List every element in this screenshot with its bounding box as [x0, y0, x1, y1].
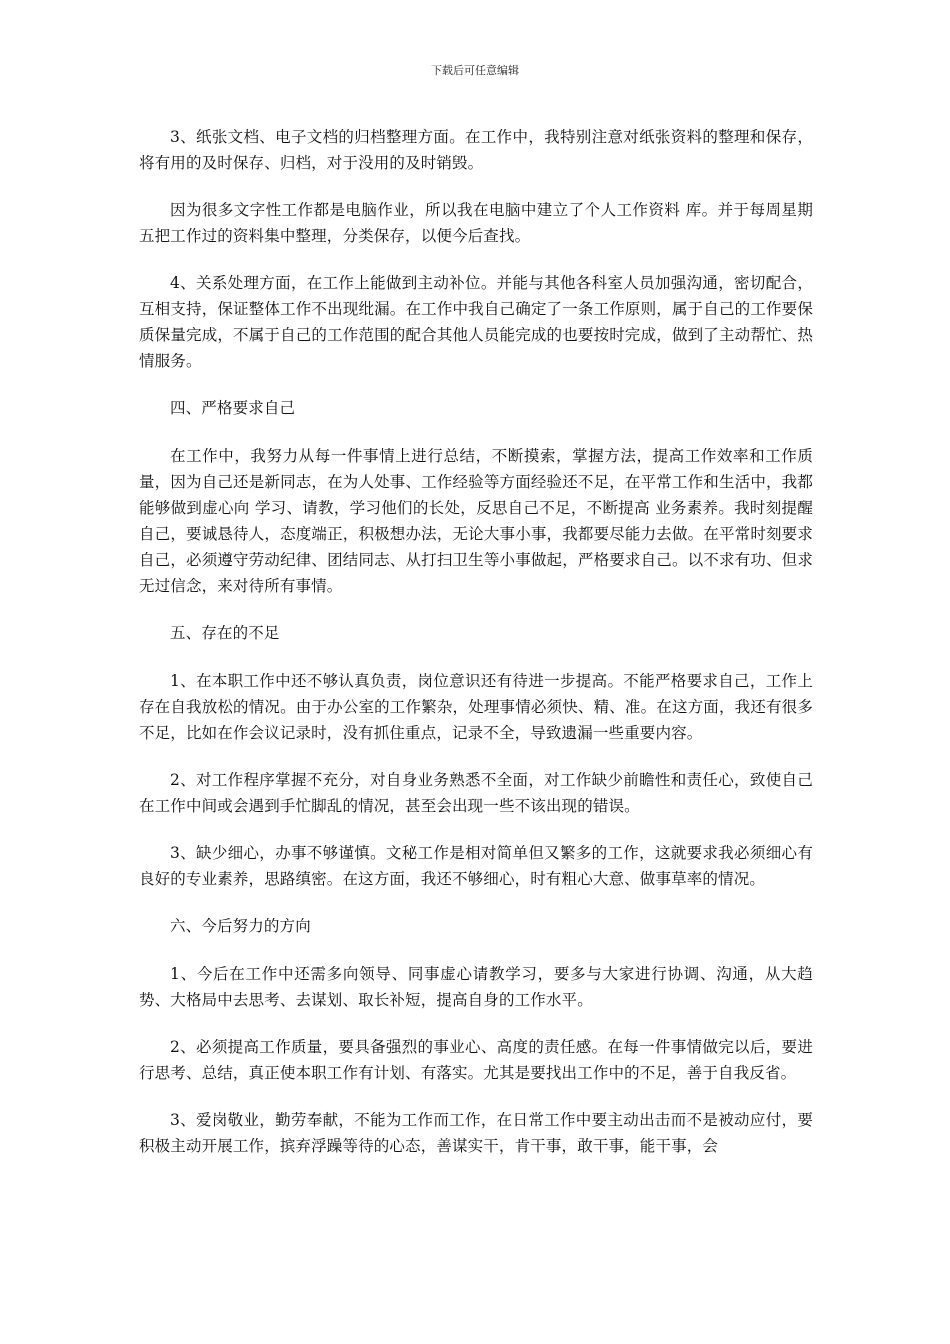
paragraph-shortcoming-3: 3、缺少细心，办事不够谨慎。文秘工作是相对简单但又繁多的工作，这就要求我必须细心有良好的专业素养，思路缜密。在这方面，我还不够细心，时有粗心大意、做事草率的情况。 [139, 844, 813, 888]
paragraph-shortcoming-2: 2、对工作程序掌握不充分，对自身业务熟悉不全面，对工作缺少前瞻性和责任心，致使自己在工作中间或会遇到手忙脚乱的情况，甚至会出现一些不该出现的错误。 [139, 771, 813, 815]
paragraph-direction-1: 1、今后在工作中还需多向领导、同事虚心请教学习，要多与大家进行协调、沟通，从大趋势、大格局中去思考、去谋划、取长补短，提高自身的工作水平。 [139, 965, 813, 1009]
paragraph-direction-3: 3、爱岗敬业，勤劳奉献，不能为工作而工作，在日常工作中要主动出击而不是被动应付，要积极主动开展工作，摈弃浮躁等待的心态，善谋实干，肯干事，敢干事，能干事，会 [139, 1111, 813, 1155]
paragraph-computer-archive: 因为很多文字性工作都是电脑作业，所以我在电脑中建立了个人工作资料 库。并于每周星期五把工作过的资料集中整理，分类保存，以便今后查找。 [139, 201, 813, 245]
section-heading-shortcomings: 五、存在的不足 [170, 624, 280, 642]
document-body [139, 124, 813, 1180]
paragraph-archiving: 3、纸张文档、电子文档的归档整理方面。在工作中，我特别注意对纸张资料的整理和保存，将有用的及时保存、归档，对于没用的及时销毁。 [139, 128, 813, 172]
section-heading-future-direction: 六、今后努力的方向 [170, 917, 311, 935]
paragraph-self-discipline: 在工作中，我努力从每一件事情上进行总结，不断摸索，掌握方法，提高工作效率和工作质量，因为自己还是新同志，在为人处事、工作经验等方面经验还不足，在平常工作和生活中，我都能够做到虚心向 学习、请教，学习他们的长处，反思自己不足，不断提高 业务素养。我时刻提醒自己，要诚恳待人，态度端正，积极想办法，无论大事小事，我都要尽能力去做。在平常时刻要求自己，必须遵守劳动纪律、团结同志、从打扫卫生等小事做起，严格要求自己。以不求有功、但求无过信念，来对待所有事情。 [139, 447, 813, 595]
paragraph-shortcoming-1: 1、在本职工作中还不够认真负责，岗位意识还有待进一步提高。不能严格要求自己，工作上存在自我放松的情况。由于办公室的工作繁杂，处理事情必须快、精、准。在这方面，我还有很多不足，比如在作会议记录时，没有抓住重点，记录不全，导致遗漏一些重要内容。 [139, 672, 813, 742]
page-header: 下载后可任意编辑 [431, 64, 519, 77]
paragraph-relationships: 4、关系处理方面，在工作上能做到主动补位。并能与其他各科室人员加强沟通，密切配合，互相支持，保证整体工作不出现纰漏。在工作中我自己确定了一条工作原则，属于自己的工作要保质保量完成，不属于自己的工作范围的配合其他人员能完成的也要按时完成，做到了主动帮忙、热情服务。 [139, 274, 813, 370]
paragraph-direction-2: 2、必须提高工作质量，要具备强烈的事业心、高度的责任感。在每一件事情做完以后，要进行思考、总结，真正使本职工作有计划、有落实。尤其是要找出工作中的不足，善于自我反省。 [139, 1038, 813, 1082]
section-heading-strict-requirements: 四、严格要求自己 [170, 399, 296, 417]
